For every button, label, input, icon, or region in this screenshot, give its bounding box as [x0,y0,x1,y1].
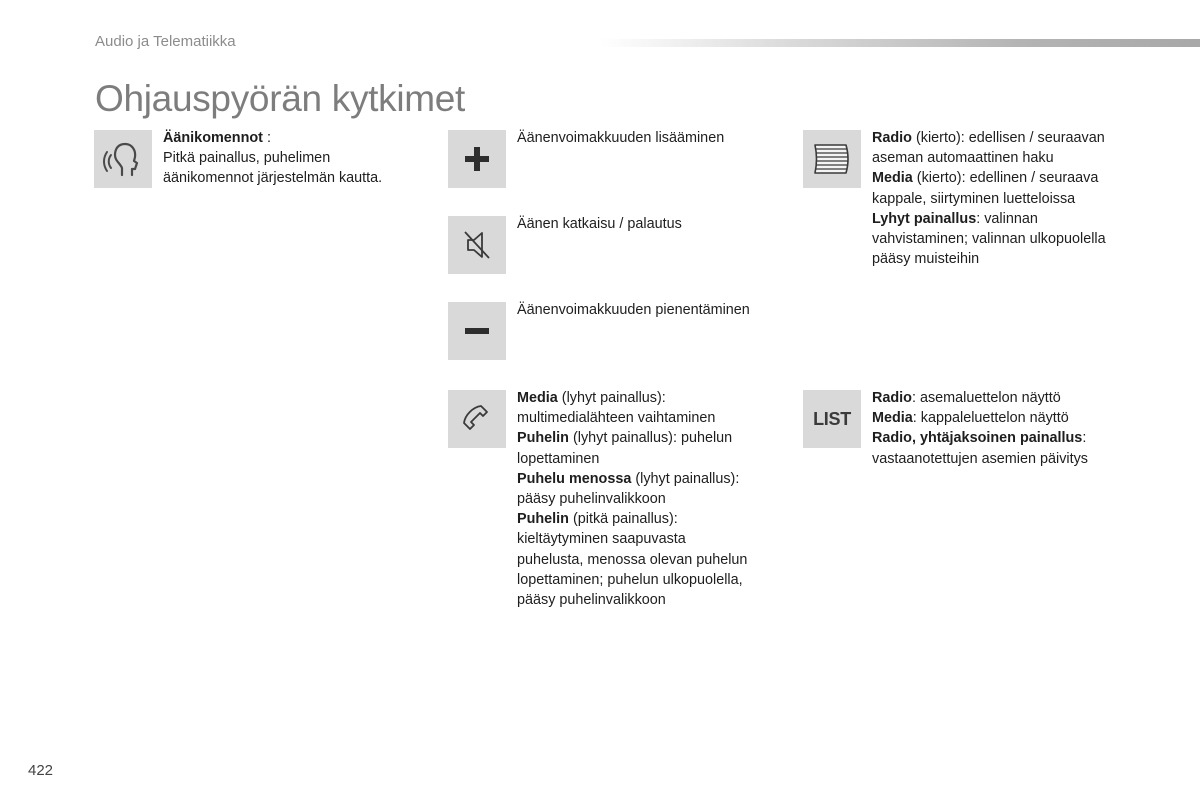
header-rule [600,39,1200,47]
volume-up-description: Äänenvoimakkuuden lisääminen [517,130,725,146]
thumbwheel-icon [803,130,861,188]
list-icon [803,390,861,448]
phone-description: Media (lyhyt painallus): multimedialähteen vaihtaminen Puhelin (lyhyt painallus): puhelun lopettaminen Puhelu menossa (lyhyt painallus): pääsy puhelinvalikkoon Puhelin (pitkä painallus): kieltäytyminen saapuvasta puhelusta, menossa olevan puhelun lopettaminen; puhelun ulkopuolella, pääsy puhelinvalikkoon [517,390,748,609]
mute-description: Äänen katkaisu / palautus [517,216,682,232]
page-title: Ohjauspyörän kytkimet [95,78,466,119]
thumbwheel-description: Radio (kierto): edellisen / seuraavan aseman automaattinen haku Media (kierto): edellinen / seuraava kappale, siirtyminen luetteloissa Lyhyt painallus: valinnan vahvistaminen; valinnan ulkopuolella pääsy muisteihin [872,130,1106,268]
phone-handset-icon [448,390,506,448]
minus-icon [448,302,506,360]
voice-command-description: Äänikomennot : Pitkä painallus, puhelimen äänikomennot järjestelmän kautta. [163,130,383,187]
mute-icon [448,216,506,274]
list-icon-label: LIST [813,408,851,429]
volume-down-description: Äänenvoimakkuuden pienentäminen [517,302,750,318]
voice-command-icon [94,130,152,188]
page-number: 422 [28,762,54,779]
list-description: Radio: asemaluettelon näyttö Media: kappaleluettelon näyttö Radio, yhtäjaksoinen painallus: vastaanotettujen asemien päivitys [872,390,1088,467]
section-label: Audio ja Telematiikka [95,33,236,50]
plus-icon [448,130,506,188]
